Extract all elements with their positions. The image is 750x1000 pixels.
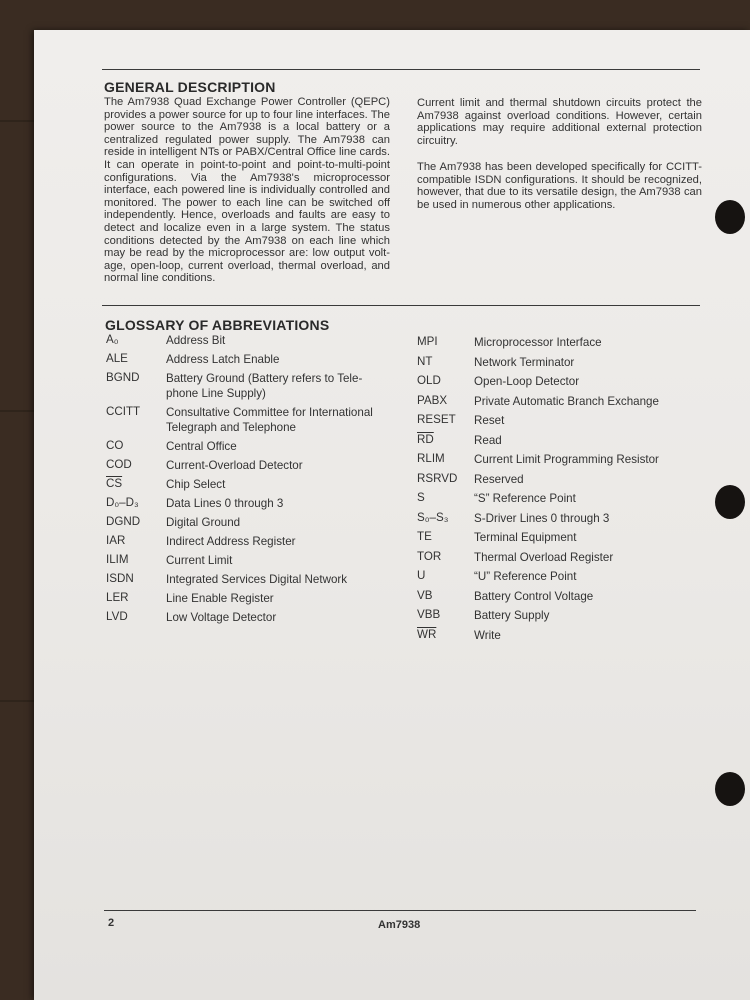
glossary-item bbox=[106, 572, 406, 591]
glossary-abbr: RLIM bbox=[417, 452, 445, 465]
glossary-def: Indirect Address Register bbox=[166, 535, 296, 548]
glossary-def: Reset bbox=[474, 414, 505, 427]
glossary-item bbox=[106, 496, 406, 515]
middle-rule bbox=[102, 305, 700, 306]
glossary-abbr: D₀–D₃ bbox=[106, 496, 139, 509]
glossary-item bbox=[417, 511, 717, 531]
glossary-item bbox=[417, 530, 717, 550]
glossary-item bbox=[106, 591, 406, 610]
glossary-def: Line Enable Register bbox=[166, 592, 274, 605]
glossary-def: Consultative Committee for International Telegraph and Telephone bbox=[166, 406, 373, 434]
glossary-def: Battery Control Voltage bbox=[474, 589, 594, 603]
glossary-abbr: RSRVD bbox=[417, 471, 458, 485]
glossary-item bbox=[106, 610, 406, 629]
glossary-item bbox=[417, 394, 717, 414]
glossary-title: GLOSSARY OF ABBREVIATIONS bbox=[105, 317, 330, 333]
glossary-item bbox=[106, 534, 406, 553]
glossary-item bbox=[106, 371, 406, 405]
glossary-def: Current Limit Programming Resistor bbox=[474, 453, 659, 466]
glossary-abbr: $\overline{CS}$ bbox=[106, 477, 123, 490]
glossary-def: Open-Loop Detector bbox=[474, 375, 580, 388]
glossary-item bbox=[417, 589, 717, 609]
glossary-item bbox=[106, 352, 406, 371]
glossary-abbr: IAR bbox=[106, 534, 126, 547]
glossary-def: Reserved bbox=[474, 472, 524, 486]
glossary-right-column bbox=[417, 335, 717, 647]
glossary-def: Central Office bbox=[166, 440, 237, 453]
glossary-item bbox=[417, 433, 717, 453]
glossary-abbr: S₀–S₃ bbox=[417, 510, 449, 524]
glossary-item bbox=[417, 569, 717, 589]
glossary-item bbox=[417, 550, 717, 570]
glossary-item bbox=[106, 553, 406, 572]
glossary-abbr: $\overline{WR}$ bbox=[417, 627, 437, 641]
glossary-abbr: CCITT bbox=[106, 405, 141, 418]
glossary-left-column bbox=[106, 333, 406, 629]
glossary-def: S-Driver Lines 0 through 3 bbox=[474, 511, 610, 525]
glossary-item bbox=[417, 628, 717, 648]
glossary-item bbox=[417, 491, 717, 511]
glossary-item bbox=[417, 608, 717, 628]
glossary-item bbox=[417, 413, 717, 433]
glossary-abbr: OLD bbox=[417, 374, 441, 387]
glossary-item bbox=[106, 333, 406, 352]
top-rule bbox=[102, 69, 700, 70]
glossary-def: Address Latch Enable bbox=[166, 353, 280, 366]
glossary-def: Thermal Overload Register bbox=[474, 550, 614, 564]
glossary-abbr: ALE bbox=[106, 352, 128, 365]
glossary-def: Network Terminator bbox=[474, 355, 575, 369]
glossary-def: “S” Reference Point bbox=[474, 492, 576, 505]
glossary-item bbox=[106, 477, 406, 496]
glossary-def: Write bbox=[474, 628, 501, 642]
glossary-abbr: PABX bbox=[417, 393, 448, 407]
glossary-item bbox=[106, 515, 406, 534]
general-description-right-paragraph-1: Current limit and thermal shutdown circuits protect the Am7938 against overload conditions. However, certain applications may require additional external protection circuitry. bbox=[417, 97, 702, 147]
glossary-item bbox=[106, 439, 406, 458]
glossary-item bbox=[417, 374, 717, 394]
glossary-abbr: ISDN bbox=[106, 572, 134, 585]
glossary-item bbox=[417, 472, 717, 492]
glossary-abbr: MPI bbox=[417, 335, 438, 348]
binder-hole-bottom bbox=[715, 772, 745, 806]
footer-part-number: Am7938 bbox=[378, 919, 421, 931]
page-number: 2 bbox=[108, 917, 115, 929]
glossary-def: “U” Reference Point bbox=[474, 570, 577, 583]
general-description-title: GENERAL DESCRIPTION bbox=[104, 79, 276, 95]
glossary-def: Current-Overload Detector bbox=[166, 459, 303, 472]
glossary-def: Address Bit bbox=[166, 334, 226, 347]
glossary-def: Battery Supply bbox=[474, 609, 550, 622]
glossary-item bbox=[417, 335, 717, 355]
glossary-abbr: VBB bbox=[417, 608, 441, 621]
datasheet-page bbox=[34, 30, 750, 1000]
footer-rule bbox=[104, 910, 696, 911]
general-description-right-paragraph-2: The Am7938 has been developed specifically for CCITT-compatible ISDN configurations. It should be recognized, however, that due to its versatile design, the Am7938 can be used in numerous other applications. bbox=[417, 161, 702, 211]
glossary-item bbox=[106, 458, 406, 477]
glossary-item bbox=[106, 405, 406, 439]
glossary-item bbox=[417, 452, 717, 472]
glossary-abbr: DGND bbox=[106, 515, 141, 528]
glossary-def: Read bbox=[474, 433, 502, 447]
glossary-def: Data Lines 0 through 3 bbox=[166, 497, 284, 510]
glossary-abbr: TE bbox=[417, 530, 432, 543]
glossary-def: Private Automatic Branch Exchange bbox=[474, 394, 659, 408]
glossary-def: Chip Select bbox=[166, 478, 226, 491]
glossary-abbr: RESET bbox=[417, 413, 456, 426]
glossary-abbr: S bbox=[417, 491, 425, 504]
glossary-abbr: $\overline{RD}$ bbox=[417, 432, 434, 446]
glossary-abbr: BGND bbox=[106, 371, 140, 384]
binder-hole-middle bbox=[715, 485, 745, 519]
glossary-item bbox=[417, 355, 717, 375]
glossary-abbr: CO bbox=[106, 439, 124, 452]
binder-hole-top bbox=[715, 200, 745, 234]
glossary-abbr: ILIM bbox=[106, 553, 129, 566]
glossary-abbr: COD bbox=[106, 458, 132, 471]
glossary-def: Microprocessor Interface bbox=[474, 336, 602, 349]
general-description-left-paragraph: The Am7938 Quad Exchange Power Controller (QEPC) provides a power source for up to four line interfaces. The power source to the Am7938 is a local battery or a centralized regulated power supply. The Am7938 can reside in intelligent NTs or PABX/Central Office line cards. It can operate in point-to-point and point-to-multi-point configurations. Via the Am7938's microprocessor interface, each powered line is individually controlled and monitored. The power to each line can be switched off independently. Hence, overloads and faults are easy to detect and localize even in a large system. The status conditions detected by the Am7938 on each line which may be read by the microprocessor are: low output volt-age, open-loop, current overload, thermal overload, and normal line conditions. bbox=[104, 96, 390, 285]
glossary-def: Low Voltage Detector bbox=[166, 611, 277, 624]
glossary-abbr: LER bbox=[106, 591, 129, 604]
glossary-abbr: TOR bbox=[417, 549, 442, 563]
glossary-def: Digital Ground bbox=[166, 516, 241, 529]
glossary-def: Terminal Equipment bbox=[474, 531, 577, 544]
glossary-abbr: LVD bbox=[106, 610, 128, 623]
glossary-def: Current Limit bbox=[166, 554, 233, 567]
glossary-abbr: VB bbox=[417, 588, 433, 602]
glossary-def: Integrated Services Digital Network bbox=[166, 573, 348, 586]
glossary-abbr: U bbox=[417, 569, 426, 582]
glossary-abbr: A₀ bbox=[106, 333, 119, 346]
glossary-abbr: NT bbox=[417, 354, 433, 368]
glossary-def: Battery Ground (Battery refers to Tele-phone Line Supply) bbox=[166, 372, 363, 400]
